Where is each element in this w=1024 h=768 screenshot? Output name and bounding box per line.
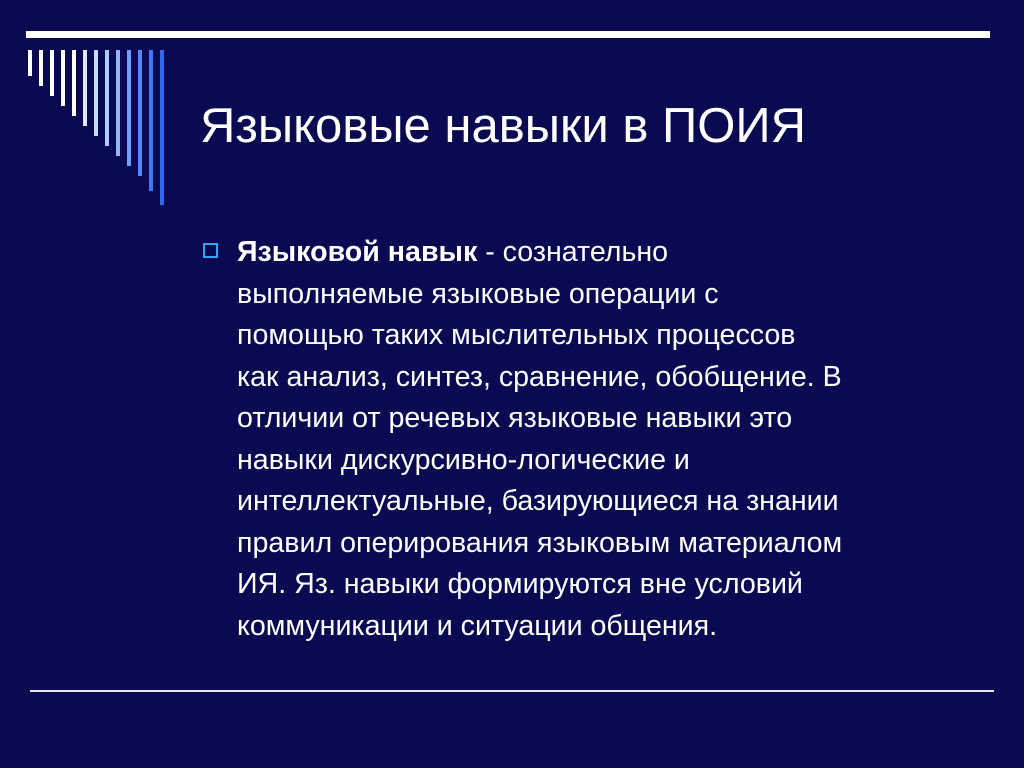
stripe-1	[28, 50, 32, 76]
bullet-item	[203, 232, 983, 647]
stripe-2	[39, 50, 43, 86]
stripe-9	[116, 50, 120, 156]
bullet-line: ИЯ. Яз. навыки формируются вне условий	[237, 568, 803, 600]
bullet-line: интеллектуальные, базирующиеся на знании	[237, 485, 839, 517]
bullet-line: навыки дискурсивно-логические и	[237, 443, 690, 476]
bullet-line: выполняемые языковые операции с	[237, 277, 719, 310]
bullet-line: правил оперирования языковым материалом	[237, 526, 843, 559]
stripe-12	[149, 50, 153, 191]
stripe-4	[61, 50, 65, 106]
bullet-line: коммуникации и ситуации общения.	[237, 609, 718, 642]
stripe-6	[83, 50, 87, 126]
slide-title: Языковые навыки в ПОИЯ	[200, 99, 806, 153]
stripe-8	[105, 50, 109, 146]
bullet-term: Языковой навык	[237, 236, 478, 268]
bullet-line: как анализ, синтез, сравнение, обобщение. В	[237, 360, 842, 393]
stripe-5	[72, 50, 76, 116]
decorative-stripes	[0, 0, 180, 220]
stripe-10	[127, 50, 131, 166]
stripe-3	[50, 50, 54, 96]
stripe-11	[138, 50, 142, 176]
bottom-divider	[30, 690, 994, 692]
bullet-line: отличии от речевых языковые навыки это	[237, 402, 793, 434]
slide-body	[203, 232, 983, 647]
square-bullet-icon	[203, 243, 218, 258]
bullet-line: помощью таких мыслительных процессов	[237, 319, 796, 351]
bullet-line: - сознательно	[477, 236, 669, 268]
bullet-text	[237, 232, 842, 647]
stripe-13	[160, 50, 164, 205]
stripe-7	[94, 50, 98, 136]
